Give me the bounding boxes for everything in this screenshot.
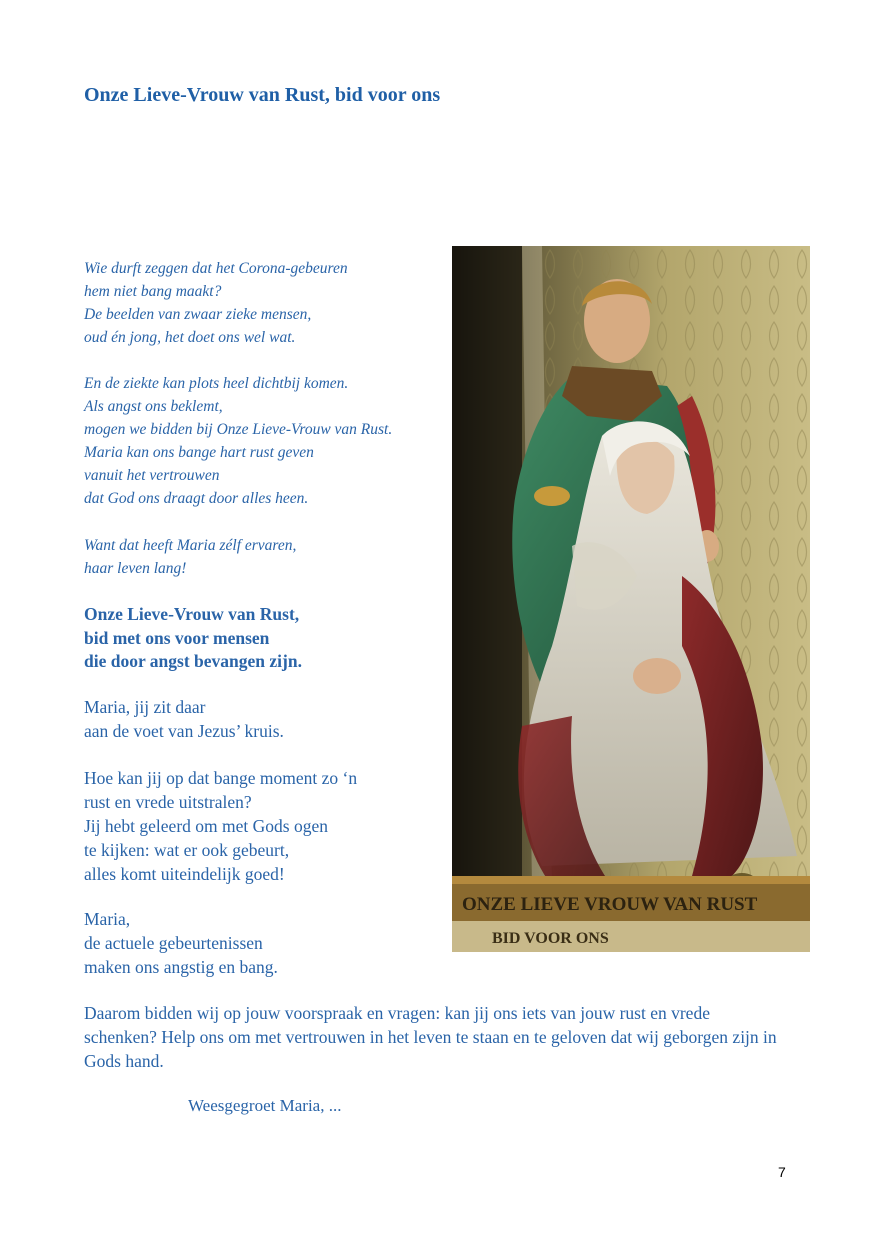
poem-line: dat God ons draagt door alles heen. (84, 490, 309, 507)
poem-line: Wie durft zeggen dat het Corona-gebeuren (84, 260, 348, 277)
closing-paragraph: Daarom bidden wij op jouw voorspraak en vragen: kan jij ons iets van jouw rust en vrede schenken? Help ons om met vertrouwen in het leven te staan en te geloven dat wij geborgen zijn in Gods hand. (84, 1003, 777, 1071)
poem-line: Maria kan ons bange hart rust geven (84, 444, 314, 461)
poem-line: rust en vrede uitstralen? (84, 792, 252, 812)
poem-line: Onze Lieve-Vrouw van Rust, (84, 604, 300, 624)
poem-line: de actuele gebeurtenissen (84, 933, 263, 953)
poem-line: En de ziekte kan plots heel dichtbij komen. (84, 375, 349, 392)
poem-line: maken ons angstig en bang. (84, 957, 278, 977)
poem-line: De beelden van zwaar zieke mensen, (84, 306, 312, 323)
page-number: 7 (778, 1164, 786, 1180)
poem-line: te kijken: wat er ook gebeurt, (84, 840, 290, 860)
poem-line: mogen we bidden bij Onze Lieve-Vrouw van Rust. (84, 421, 393, 438)
poem-line: die door angst bevangen zijn. (84, 651, 302, 671)
poem-line: Want dat heeft Maria zélf ervaren, (84, 537, 297, 554)
poem-line: Jij hebt geleerd om met Gods ogen (84, 816, 328, 836)
stanza-6 (84, 766, 357, 886)
statue-illustration (452, 246, 810, 952)
poem-line: vanuit het vertrouwen (84, 467, 220, 484)
stanza-4-prayer (84, 603, 302, 674)
stanza-7 (84, 907, 278, 979)
poem-line: haar leven lang! (84, 560, 187, 577)
poem-line: hem niet bang maakt? (84, 283, 222, 300)
poem-line: Maria, (84, 909, 131, 929)
poem-line: alles komt uiteindelijk goed! (84, 864, 285, 884)
closing-line: Weesgegroet Maria, ... (188, 1096, 342, 1115)
pedestal-inscription-bottom: BID VOOR ONS (492, 930, 609, 947)
statue-photo (452, 246, 810, 952)
poem-line: Als angst ons beklemt, (84, 398, 223, 415)
stanza-2 (84, 372, 392, 510)
stanza-3 (84, 534, 296, 580)
stanza-5 (84, 695, 284, 743)
poem-line: Hoe kan jij op dat bange moment zo ‘n (84, 768, 358, 788)
poem-line: aan de voet van Jezus’ kruis. (84, 721, 284, 741)
stanza-1 (84, 257, 348, 349)
poem-line: Maria, jij zit daar (84, 697, 206, 717)
poem-line: bid met ons voor mensen (84, 627, 270, 648)
page-title: Onze Lieve-Vrouw van Rust, bid voor ons (84, 84, 441, 106)
pedestal-inscription-top: ONZE LIEVE VROUW VAN RUST (462, 894, 758, 915)
poem-line: oud én jong, het doet ons wel wat. (84, 329, 296, 346)
